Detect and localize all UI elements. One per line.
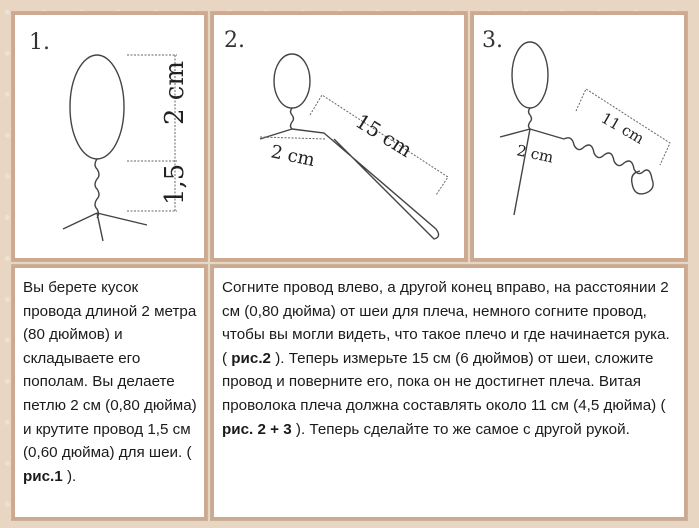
arm-length-label: 15 cm [351,108,417,163]
shoulder-length-label: 2 cm [268,141,317,172]
instruction-text-2 [211,265,687,520]
figure-1-number: 1. [29,30,50,55]
shoulder-length-label: 2 cm [515,141,556,167]
neck-length-label: 1,5 [160,163,190,205]
head-loop [70,55,124,159]
figure-panel-2 [211,12,467,261]
step-4-text: ). Теперь сделайте то же самое с другой рукой. [291,420,630,438]
figure-2-drawing [214,15,464,258]
instruction-paragraph-2 [222,276,678,441]
figure-3-number: 3. [482,28,503,53]
figure-2-reference: рис.2 [231,349,272,367]
step-1-text: Вы берете кусок провода длиной 2 метра (80 дюймов) и складываете его пополам. Вы делаете петлю 2 см (0,80 дюйма) и крутите провод 1,5 см (0,60 дюйма) для шеи. ( [23,279,197,462]
shoulder-dimension [260,137,326,139]
step-1-closing: ). [62,467,77,485]
arm-length-label: 11 cm [598,108,648,148]
figure-3-drawing [474,15,684,258]
figure-1-reference: рис.1 [23,467,63,485]
twisted-neck [529,108,532,129]
wire-ends [63,213,147,241]
twisted-neck [291,108,294,129]
instruction-text-1 [12,265,207,520]
loop-length-label: 2 cm [160,60,190,125]
figure-2-number: 2. [224,28,245,53]
twisted-arm [564,138,653,194]
step-2-text: Согните провод влево, а другой конец вправо, на расстоянии 2 см (0,80 дюйма) от шеи для плеча, немного согните провод, чтобы вы могли видеть, что такое плечо и где начинается рука. ( [222,279,670,367]
figure-panel-1 [12,12,207,261]
wire-ends [500,129,564,215]
figure-2-3-reference: рис. 2 + 3 [222,420,292,438]
head-loop [274,54,310,108]
figure-panel-3 [471,12,687,261]
figure-1-drawing [15,15,204,258]
step-3-text: ). Теперь измерьте 15 см (6 дюймов) от шеи, сложите провод и поверните его, пока он не достигнет плеча. Витая проволока плеча должна составлять около 11 см (4,5 дюйма) ( [222,349,666,414]
head-loop [512,42,548,108]
twisted-neck [95,159,99,218]
instruction-paragraph-1 [23,276,198,488]
